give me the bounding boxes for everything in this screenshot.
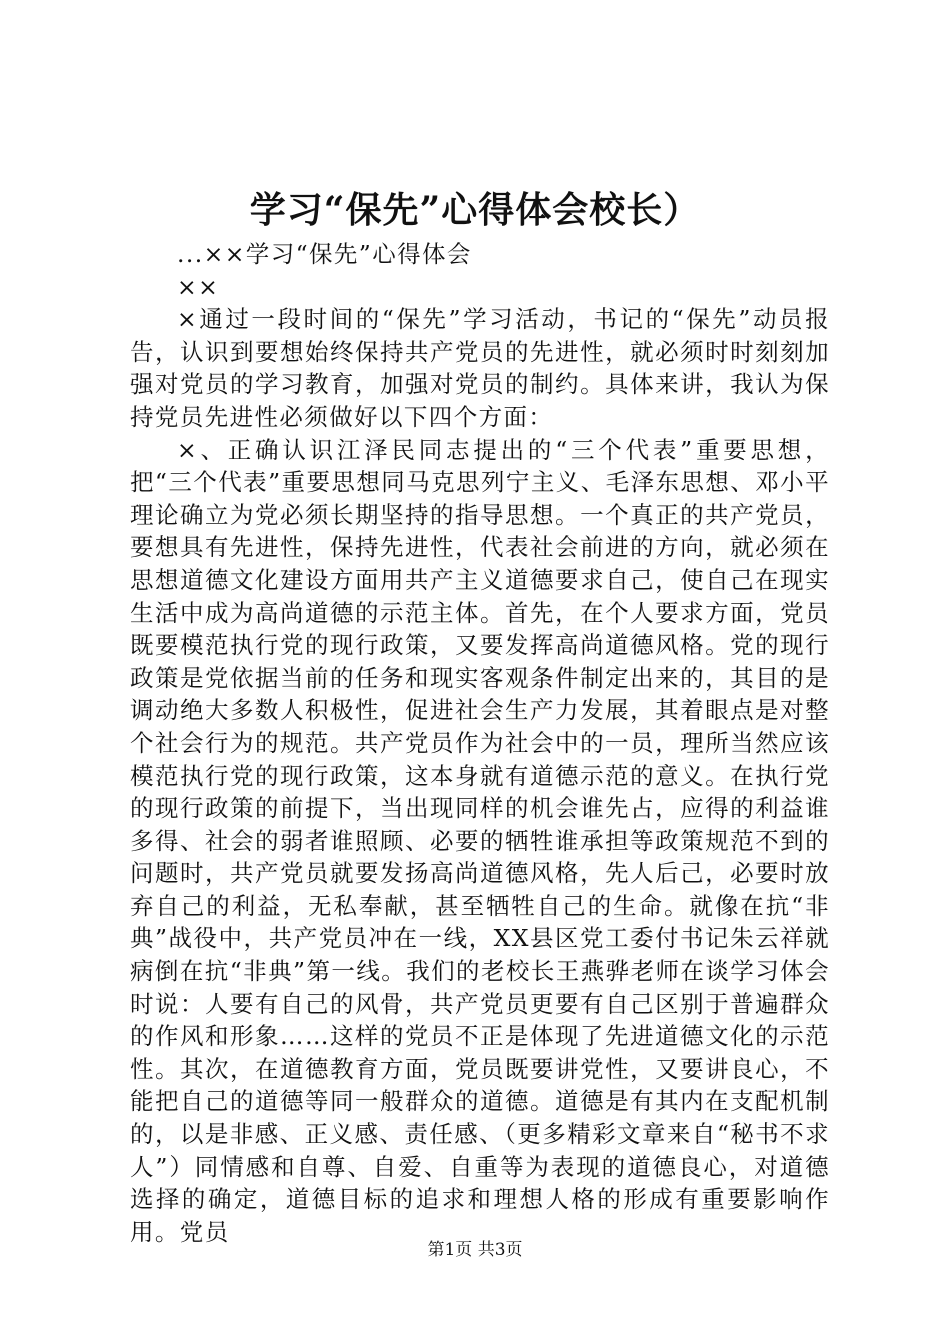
document-body: [130, 238, 830, 1248]
paragraph-intro: ×通过一段时间的“保先”学习活动，书记的“保先”动员报告，认识到要想始终保持共产党员的先进性，就必须时时刻刻加强对党员的学习教育，加强对党员的制约。具体来讲，我认为保持党员先进性必须做好以下四个方面：: [130, 305, 830, 431]
paragraph-subtitle: ...××学习“保先”心得体会: [177, 240, 472, 268]
page-footer: 第1页 共3页: [427, 1240, 523, 1260]
paragraph-author: ××: [177, 272, 220, 301]
paragraph-point-one: ×、正确认识江泽民同志提出的“三个代表”重要思想，把“三个代表”重要思想同马克思列宁主义、毛泽东思想、邓小平理论确立为党必须长期坚持的指导思想。一个真正的共产党员，要想具有先进性，保持先进性，代表社会前进的方向，就必须在思想道德文化建设方面用共产主义道德要求自己，使自己在现实生活中成为高尚道德的示范主体。首先，在个人要求方面，党员既要模范执行党的现行政策，又要发挥高尚道德风格。党的现行政策是党依据当前的任务和现实客观条件制定出来的，其目的是调动绝大多数人积极性，促进社会生产力发展，其着眼点是对整个社会行为的规范。共产党员作为社会中的一员，理所当然应该模范执行党的现行政策，这本身就有道德示范的意义。在执行党的现行政策的前提下，当出现同样的机会谁先占，应得的利益谁多得、社会的弱者谁照顾、必要的牺牲谁承担等政策规范不到的问题时，共产党员就要发扬高尚道德风格，先人后己，必要时放弃自己的利益，无私奉献，甚至牺牲自己的生命。就像在抗“非典”战役中，共产党员冲在一线，XX县区党工委付书记朱云祥就病倒在抗“非典”第一线。我们的老校长王燕骅老师在谈学习体会时说：人要有自己的风骨，共产党员更要有自己区别于普遍群众的作风和形象……这样的党员不正是体现了先进道德文化的示范性。其次，在道德教育方面，党员既要讲党性，又要讲良心，不能把自己的道德等同一般群众的道德。道德是有其内在支配机制的，以是非感、正义感、责任感、（更多精彩文章来自“秘书不求人”）同情感和自尊、自爱、自重等为表现的道德良心，对道德选择的确定，道德目标的追求和理想人格的形成有重要影响作用。党员: [130, 435, 830, 1246]
document-title: 学习“保先”心得体会校长）: [249, 189, 701, 231]
